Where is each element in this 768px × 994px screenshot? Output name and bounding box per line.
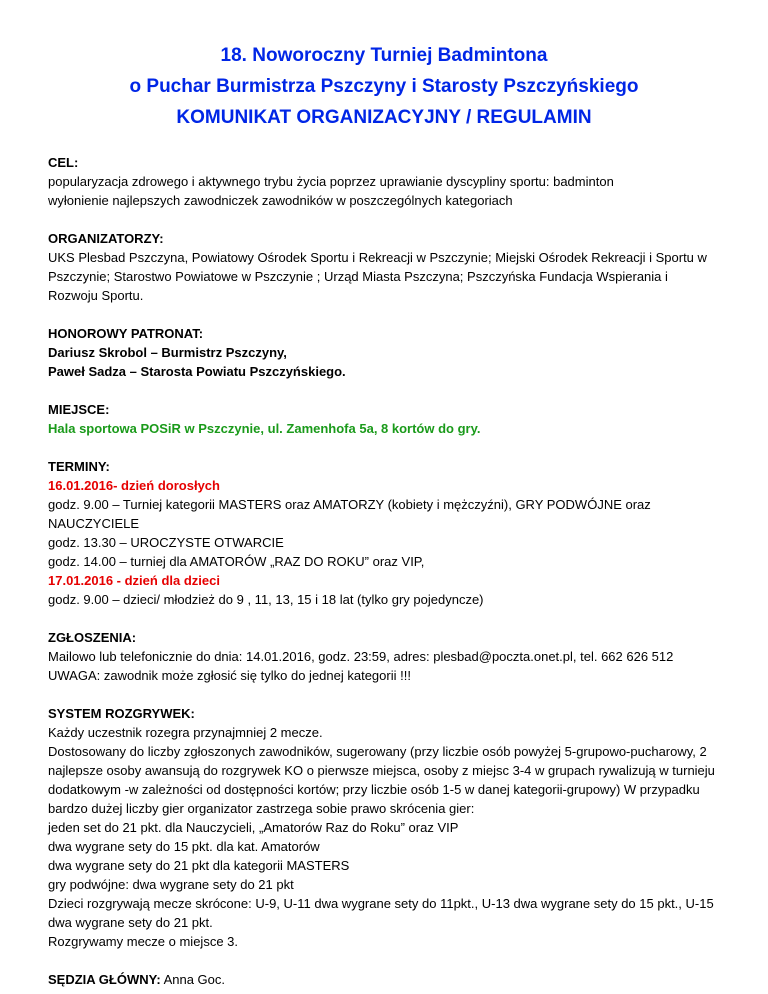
terminy-day1-label: 16.01.2016- dzień dorosłych — [48, 478, 220, 493]
system-header: SYSTEM ROZGRYWEK: — [48, 706, 195, 721]
sedzia-name: Anna Goc. — [160, 972, 225, 987]
title-line-1: 18. Noworoczny Turniej Badmintona — [220, 45, 548, 66]
zgloszenia-line: Mailowo lub telefonicznie do dnia: 14.01.2016, godz. 23:59, adres: plesbad@poczta.onet.pl, tel. 662 626 512 — [48, 649, 674, 664]
system-line: Każdy uczestnik rozegra przynajmniej 2 mecze. — [48, 725, 323, 740]
patronat-line: Dariusz Skrobol – Burmistrz Pszczyny, — [48, 345, 287, 360]
system-paragraph: Dostosowany do liczby zgłoszonych zawodników, sugerowany (przy liczbie osób powyżej 5-grupowo-pucharowy, 2 najlepsze osoby awansują do rozgrywek KO o pierwsze miejsca, osoby z miejsc 3-4 w grupach rywalizują w turnieju dodatkowym -w zależności od dostępności kortów; przy liczbie osób 1-5 w danej kategorii-grupowy) W przypadku bardzo dużej liczby gier organizator zastrzega sobie prawo skrócenia gier: — [48, 744, 715, 816]
sedzia-row — [48, 970, 720, 989]
section-patronat — [48, 324, 720, 381]
terminy-day1-line: godz. 13.30 – UROCZYSTE OTWARCIE — [48, 535, 284, 550]
organizatorzy-text: UKS Plesbad Pszczyna, Powiatowy Ośrodek Sportu i Rekreacji w Pszczynie; Miejski Ośrodek Rekreacji i Sportu w Pszczynie; Starostwo Powiatowe w Pszczynie ; Urząd Miasta Pszczyna; Pszczyńska Fundacja Wspierania i Rozwoju Sportu. — [48, 250, 707, 303]
section-zgloszenia — [48, 628, 720, 685]
miejsce-header: MIEJSCE: — [48, 402, 110, 417]
system-line: gry podwójne: dwa wygrane sety do 21 pkt — [48, 877, 294, 892]
terminy-day1-line: godz. 14.00 – turniej dla AMATORÓW „RAZ DO ROKU” oraz VIP, — [48, 554, 425, 569]
document-title — [48, 40, 720, 133]
section-sedzia — [48, 970, 720, 989]
zgloszenia-line: UWAGA: zawodnik może zgłosić się tylko do jednej kategorii !!! — [48, 668, 411, 683]
patronat-header: HONOROWY PATRONAT: — [48, 326, 204, 341]
system-line: Rozgrywamy mecze o miejsce 3. — [48, 934, 238, 949]
system-line: Dzieci rozgrywają mecze skrócone: U-9, U-11 dwa wygrane sety do 11pkt., U-13 dwa wygrane sety do 15 pkt., U-15 dwa wygrane sety do 21 pkt. — [48, 896, 714, 930]
terminy-day2-line: godz. 9.00 – dzieci/ młodzież do 9 , 11, 13, 15 i 18 lat (tylko gry pojedyncze) — [48, 592, 484, 607]
section-system — [48, 704, 720, 951]
system-line: dwa wygrane sety do 15 pkt. dla kat. Amatorów — [48, 839, 320, 854]
zgloszenia-header: ZGŁOSZENIA: — [48, 630, 137, 645]
system-line: dwa wygrane sety do 21 pkt dla kategorii MASTERS — [48, 858, 350, 873]
cel-line: wyłonienie najlepszych zawodniczek zawodników w poszczególnych kategoriach — [48, 193, 513, 208]
section-organizatorzy — [48, 229, 720, 305]
terminy-day1-line: godz. 9.00 – Turniej kategorii MASTERS oraz AMATORZY (kobiety i mężczyźni), GRY PODWÓJNE oraz NAUCZYCIELE — [48, 497, 651, 531]
title-line-3: KOMUNIKAT ORGANIZACYJNY / REGULAMIN — [176, 107, 592, 128]
section-terminy — [48, 457, 720, 609]
system-line: jeden set do 21 pkt. dla Nauczycieli, „Amatorów Raz do Roku” oraz VIP — [48, 820, 459, 835]
cel-line: popularyzacja zdrowego i aktywnego trybu życia poprzez uprawianie dyscypliny sportu: badminton — [48, 174, 614, 189]
miejsce-text: Hala sportowa POSiR w Pszczynie, ul. Zamenhofa 5a, 8 kortów do gry. — [48, 421, 481, 436]
cel-header: CEL: — [48, 155, 79, 170]
sedzia-header: SĘDZIA GŁÓWNY: — [48, 972, 161, 987]
title-line-2: o Puchar Burmistrza Pszczyny i Starosty Pszczyńskiego — [129, 76, 639, 97]
terminy-header: TERMINY: — [48, 459, 110, 474]
patronat-line: Paweł Sadza – Starosta Powiatu Pszczyńskiego. — [48, 364, 346, 379]
section-miejsce — [48, 400, 720, 438]
section-cel — [48, 153, 720, 210]
terminy-day2-label: 17.01.2016 - dzień dla dzieci — [48, 573, 220, 588]
organizatorzy-header: ORGANIZATORZY: — [48, 231, 164, 246]
